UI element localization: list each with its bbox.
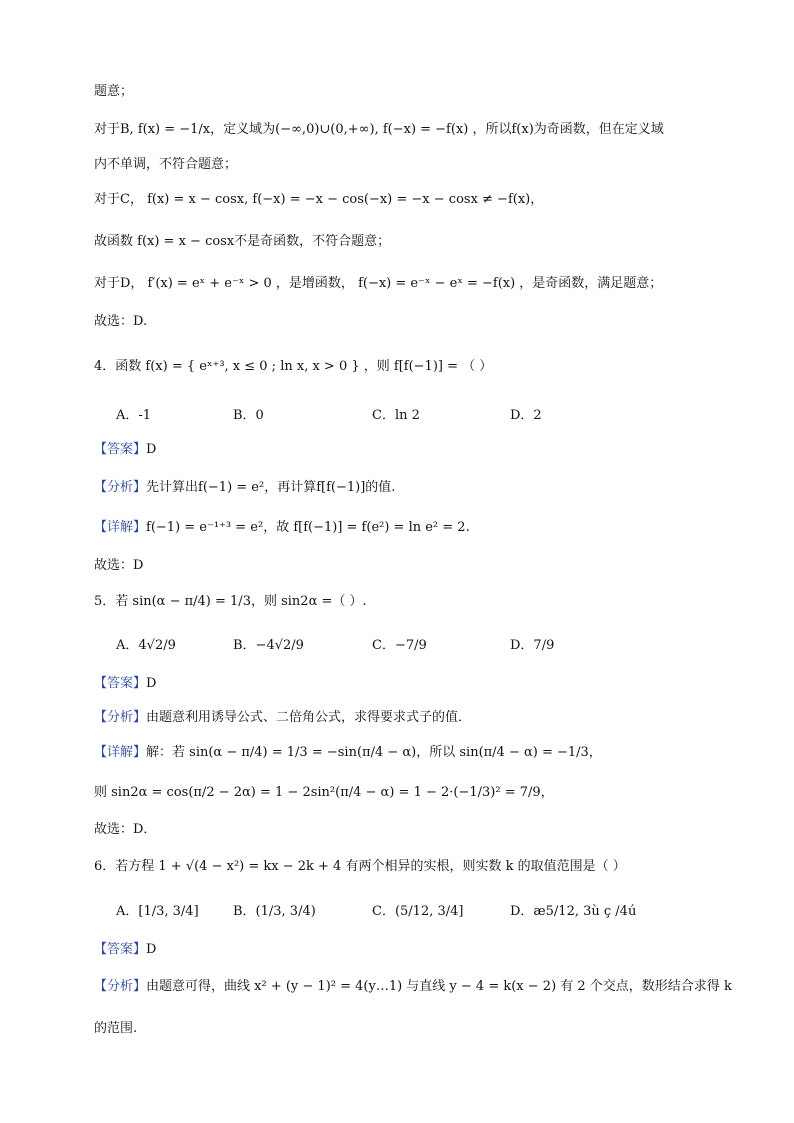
option-b: B．0 (233, 408, 264, 423)
option-a: A．[1/3, 3/4] (116, 904, 199, 919)
selection-line: 故选：D． (94, 822, 157, 837)
analysis-text: 由题意可得，曲线 x² + (y − 1)² = 4(y…1) 与直线 y − 4 = k(x − 2) 有 2 个交点，数形结合求得 k (146, 979, 732, 994)
answer-tag: 【答案】 (94, 942, 147, 957)
answer-value: D (146, 942, 157, 957)
analysis-row (94, 708, 471, 728)
answer-tag: 【答案】 (94, 676, 147, 691)
detail-text: f(−1) = e⁻¹⁺³ = e²，故 f[f(−1)] = f(e²) = ln e² = 2. (146, 520, 470, 535)
option-c: C．(5/12, 3/4] (372, 904, 464, 919)
option-a: A．-1 (116, 408, 152, 423)
option-d: D．æ5/12, 3ù ç /4ú (510, 904, 637, 919)
option-c: C．−7/9 (372, 638, 427, 653)
analysis-text: 先计算出f(−1) = e²，再计算f[f(−1)]的值. (146, 480, 396, 495)
answer-tag: 【答案】 (94, 442, 147, 457)
detail-row (94, 518, 470, 538)
text-line: 对于B, f(x) = −1/x，定义域为(−∞,0)∪(0,+∞), f(−x) = −f(x) ，所以f(x)为奇函数，但在定义域 (94, 122, 664, 137)
option-b: B．(1/3, 3/4) (233, 904, 316, 919)
text-line: 故函数 f(x) = x − cosx不是奇函数，不符合题意； (94, 234, 391, 249)
answer-value: D (146, 442, 157, 457)
answer-row (94, 440, 156, 460)
text-line: 对于C， f(x) = x − cosx, f(−x) = −x − cos(−x) = −x − cosx ≠ −f(x)， (94, 192, 544, 207)
question-6: 6．若方程 1 + √(4 − x²) = kx − 2k + 4 有两个相异的实根，则实数 k 的取值范围是（ ） (94, 859, 626, 874)
option-a: A．4√2/9 (116, 638, 176, 653)
question-5: 5．若 sin(α − π/4) = 1/3，则 sin2α =（ ）. (94, 594, 367, 609)
answer-row (94, 940, 156, 960)
detail-text: 解：若 sin(α − π/4) = 1/3 = −sin(π/4 − α)，所以 sin(π/4 − α) = −1/3， (146, 745, 602, 760)
answer-value: D (146, 676, 157, 691)
text-line: 对于D， f′(x) = eˣ + e⁻ˣ > 0 ，是增函数， f(−x) = e⁻ˣ − eˣ = −f(x) ，是奇函数，满足题意； (94, 276, 663, 291)
question-4: 4．函数 f(x) = { eˣ⁺³, x ≤ 0 ; ln x, x > 0 } ，则 f[f(−1)] = （ ） (94, 359, 493, 374)
analysis-row (94, 977, 732, 997)
text-line: 的范围. (94, 1021, 138, 1036)
detail-tag: 【详解】 (94, 520, 147, 535)
analysis-text: 由题意利用诱导公式、二倍角公式，求得要求式子的值． (146, 710, 472, 725)
option-c: C．ln 2 (372, 408, 420, 423)
analysis-tag: 【分析】 (94, 979, 147, 994)
option-d: D．7/9 (510, 638, 555, 653)
calc-line: 则 sin2α = cos(π/2 − 2α) = 1 − 2sin²(π/4 − α) = 1 − 2·(−1/3)² = 7/9， (94, 785, 554, 800)
option-d: D．2 (510, 408, 542, 423)
analysis-row (94, 478, 395, 498)
analysis-tag: 【分析】 (94, 710, 147, 725)
text-line: 内不单调，不符合题意； (94, 157, 238, 172)
option-b: B．−4√2/9 (233, 638, 304, 653)
analysis-tag: 【分析】 (94, 480, 147, 495)
text-line: 题意； (94, 84, 134, 99)
detail-tag: 【详解】 (94, 745, 147, 760)
text-line: 故选：D. (94, 314, 148, 329)
detail-row (94, 743, 602, 763)
selection-line: 故选：D (94, 558, 144, 573)
answer-row (94, 674, 156, 694)
